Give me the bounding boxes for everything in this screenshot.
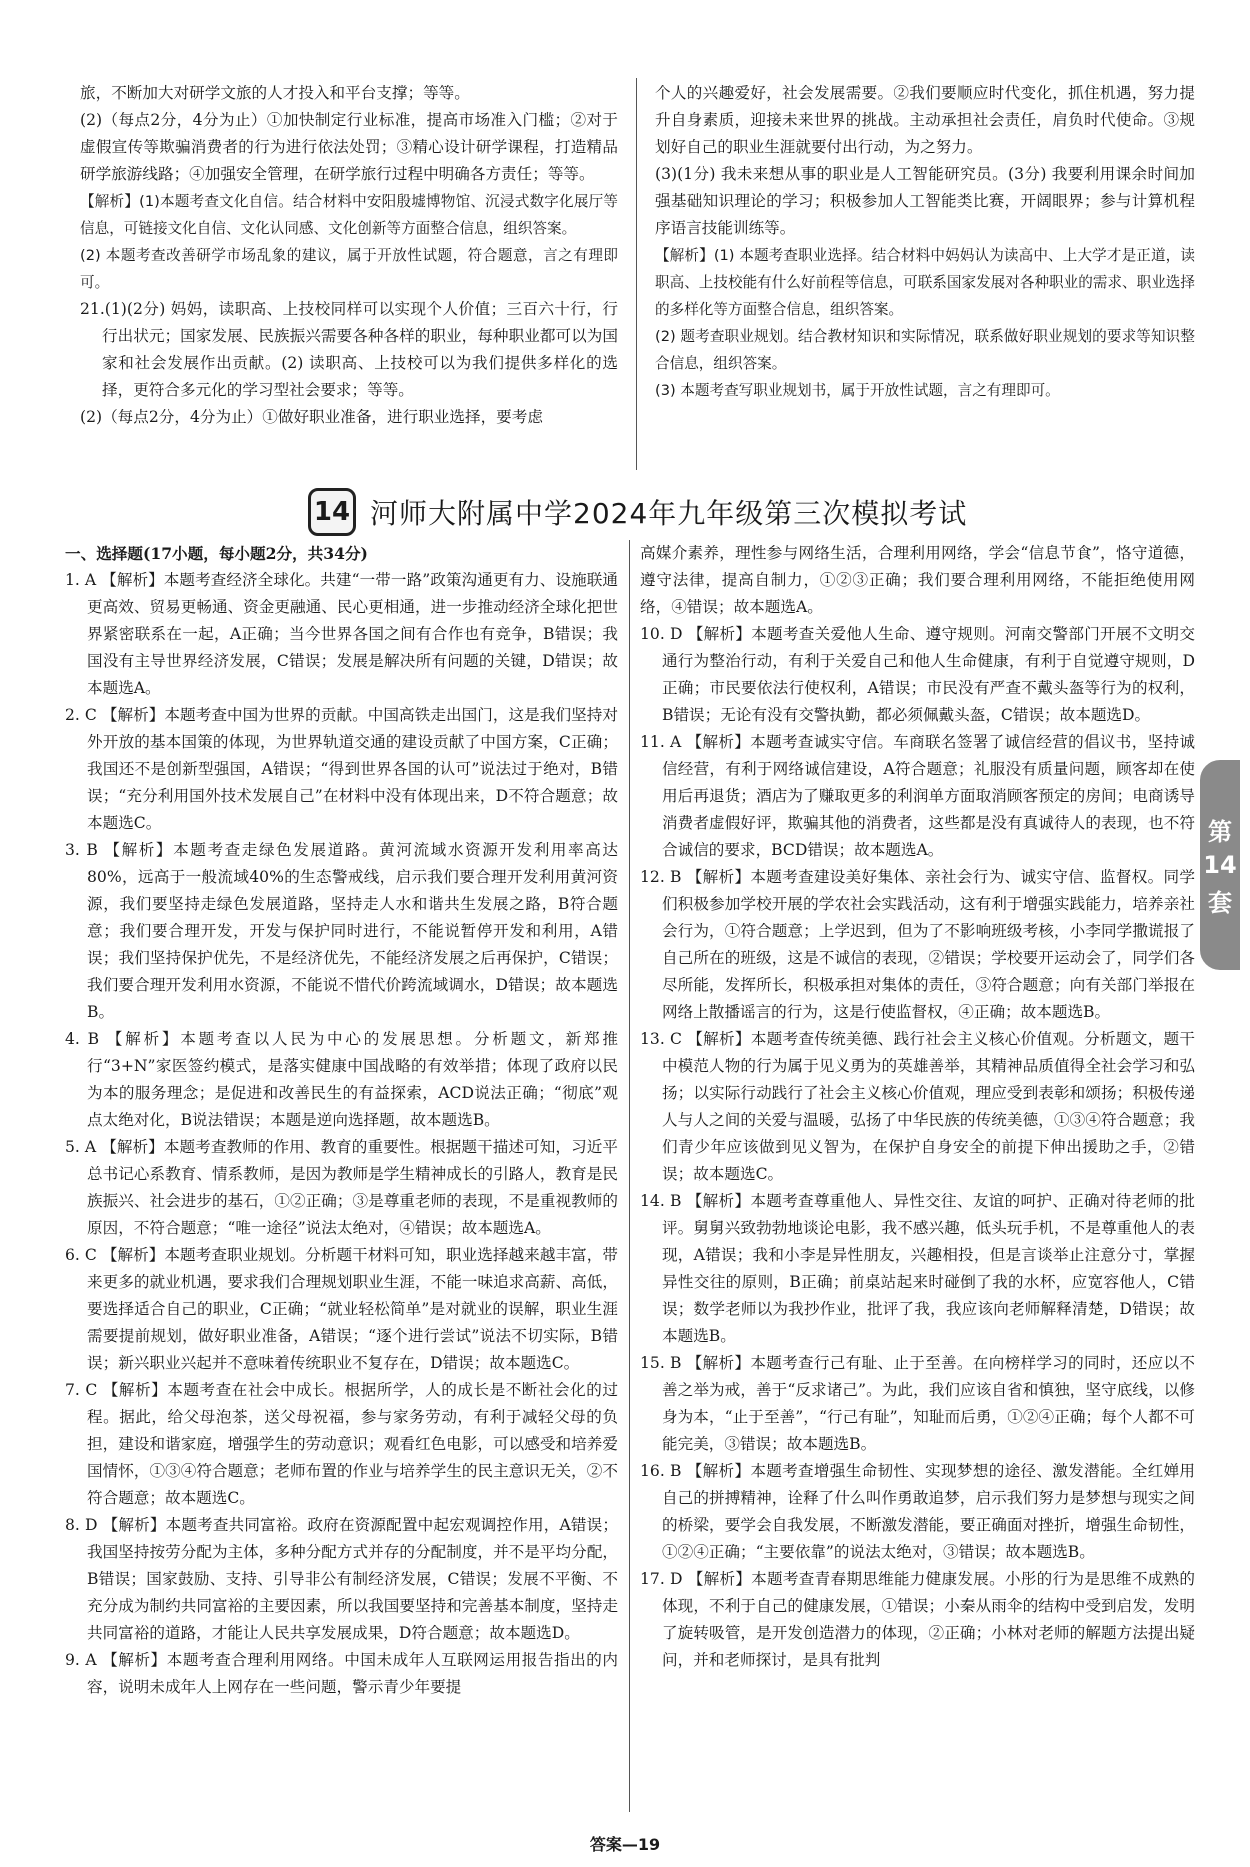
paragraph: 17. D 【解析】本题考查青春期思维能力健康发展。小彤的行为是思维不成熟的体现，不利于自己的健康发展，①错误；小秦从雨伞的结构中受到启发，发明了旋转吸管，是开发创造潜力的体现，②正确；小林对老师的解题方法提出疑问，并和老师探讨，是具有批判	[640, 1570, 1195, 1669]
top-right-column	[655, 80, 1195, 404]
set-tab	[1200, 760, 1240, 970]
paragraph: (2) 本题考查改善研学市场乱象的建议，属于开放性试题，符合题意，言之有理即可。	[80, 247, 618, 291]
paragraph: 9. A 【解析】本题考查合理利用网络。中国未成年人互联网运用报告指出的内容，说明未成年人上网存在一些问题，警示青少年要提	[65, 1651, 618, 1696]
paragraph: (2)（每点2分，4分为止）①做好职业准备，进行职业选择，要考虑	[80, 408, 543, 426]
bottom-left-column	[65, 540, 618, 1701]
paragraph: 高媒介素养，理性参与网络生活，合理利用网络，学会“信息节食”，恪守道德，遵守法律，提高自制力，①②③正确；我们要合理利用网络，不能拒绝使用网络，④错误；故本题选A。	[640, 544, 1195, 616]
paragraph: (2)（每点2分，4分为止）①加快制定行业标准，提高市场准入门槛；②对于虚假宣传等欺骗消费者的行为进行依法处罚；③精心设计研学课程，打造精品研学旅游线路；④加强安全管理，在研学旅行过程中明确各方责任；等等。	[80, 111, 618, 183]
paragraph: 13. C 【解析】本题考查传统美德、践行社会主义核心价值观。分析题文，题干中模范人物的行为属于见义勇为的英雄善举，其精神品质值得全社会学习和弘扬；以实际行动践行了社会主义核心价值观，理应受到表彰和颂扬；积极传递人与人之间的关爱与温暖，弘扬了中华民族的传统美德，①③④符合题意；我们青少年应该做到见义智为，在保护自身安全的前提下伸出援助之手，②错误；故本题选C。	[640, 1030, 1195, 1183]
page-footer: 答案—19	[589, 1835, 661, 1854]
top-left-column	[80, 80, 618, 431]
paragraph: 2. C 【解析】本题考查中国为世界的贡献。中国高铁走出国门，这是我们坚持对外开放的基本国策的体现，为世界轨道交通的建设贡献了中国方案，C正确；我国还不是创新型强国，A错误；“得到世界各国的认可”说法过于绝对，B错误；“充分利用国外技术发展自己”在材料中没有体现出来，D不符合题意；故本题选C。	[65, 706, 618, 832]
paragraph: 一、选择题(17小题，每小题2分，共34分)	[65, 544, 368, 563]
paragraph: 4. B 【解析】本题考查以人民为中心的发展思想。分析题文，新郑推行“3+N”家医签约模式，是落实健康中国战略的有效举措；体现了政府以民为本的服务理念；是促进和改善民生的有益探索，ACD说法正确；“彻底”观点太绝对化，B说法错误；本题是逆向选择题，故本题选B。	[65, 1030, 618, 1129]
paragraph: 旅，不断加大对研学文旅的人才投入和平台支撑；等等。	[80, 84, 470, 102]
set-tab-number: 14	[1203, 851, 1237, 879]
paragraph: 15. B 【解析】本题考查行己有耻、止于至善。在向榜样学习的同时，还应以不善之举为戒，善于“反求诸己”。为此，我们应该自省和慎独，坚守底线，以修身为本，“止于至善”，“行己有耻”，知耻而后勇，①②④正确；每个人都不可能完美，③错误；故本题选B。	[640, 1354, 1195, 1453]
paragraph: 1. A 【解析】本题考查经济全球化。共建“一带一路”政策沟通更有力、设施联通更高效、贸易更畅通、资金更融通、民心更相通，进一步推动经济全球化把世界紧密联系在一起，A正确；当今世界各国之间有合作也有竞争，B错误；我国没有主导世界经济发展，C错误；发展是解决所有问题的关键，D错误；故本题选A。	[65, 571, 618, 697]
paragraph: 3. B 【解析】本题考查走绿色发展道路。黄河流域水资源开发利用率高达80%，远高于一般流域40%的生态警戒线，启示我们要合理开发利用黄河资源，我们要坚持走绿色发展道路，坚持走人水和谐共生发展之路，B符合题意；我们要合理开发，开发与保护同时进行，不能说暂停开发和利用，A错误；我们坚持保护优先，不是经济优先，不能经济发展之后再保护，C错误；我们要合理开发利用水资源，不能说不惜代价跨流域调水，D错误；故本题选B。	[65, 841, 618, 1021]
paragraph: 个人的兴趣爱好，社会发展需要。②我们要顺应时代变化，抓住机遇，努力提升自身素质，迎接未来世界的挑战。主动承担社会责任，肩负时代使命。③规划好自己的职业生涯就要付出行动，为之努力。	[655, 84, 1195, 156]
paragraph: 7. C 【解析】本题考查在社会中成长。根据所学，人的成长是不断社会化的过程。据此，给父母泡茶，送父母祝福，参与家务劳动，有利于减轻父母的负担，建设和谐家庭，增强学生的劳动意识；观看红色电影，可以感受和培养爱国情怀，①③④符合题意；老师布置的作业与培养学生的民主意识无关，②不符合题意；故本题选C。	[65, 1381, 618, 1507]
bottom-right-column	[640, 540, 1195, 1674]
set-tab-line1: 第	[1208, 818, 1232, 846]
paragraph: (3)(1分) 我未来想从事的职业是人工智能研究员。(3分) 我要利用课余时间加强基础知识理论的学习；积极参加人工智能类比赛，开阔眼界；参与计算机程序语言技能训练等。	[655, 165, 1195, 237]
paragraph: 6. C 【解析】本题考查职业规划。分析题干材料可知，职业选择越来越丰富，带来更多的就业机遇，要求我们合理规划职业生涯，不能一味追求高薪、高低，要选择适合自己的职业，C正确；“就业轻松简单”是对就业的误解，职业生涯需要提前规划，做好职业准备，A错误；“逐个进行尝试”说法不切实际，B错误；新兴职业兴起并不意味着传统职业不复存在，D错误；故本题选C。	[65, 1246, 618, 1372]
paragraph: 5. A 【解析】本题考查教师的作用、教育的重要性。根据题干描述可知，习近平总书记心系教育、情系教师，是因为教师是学生精神成长的引路人，教育是民族振兴、社会进步的基石，①②正确；③是尊重老师的表现，不是重视教师的原因，不符合题意；“唯一途径”说法太绝对，④错误；故本题选A。	[65, 1138, 618, 1237]
paragraph: 【解析】(1) 本题考查职业选择。结合材料中妈妈认为读高中、上大学才是正道，读职高、上技校能有什么好前程等信息，可联系国家发展对各种职业的需求、职业选择的多样化等方面整合信息，组织答案。	[655, 247, 1195, 318]
paragraph: 21.(1)(2分) 妈妈，读职高、上技校同样可以实现个人价值；三百六十行，行行出状元；国家发展、民族振兴需要各种各样的职业，每种职业都可以为国家和社会发展作出贡献。(2) 读职高、上技校可以为我们提供多样化的选择，更符合多元化的学习型社会要求；等等。	[80, 300, 618, 399]
paragraph: 12. B 【解析】本题考查建设美好集体、亲社会行为、诚实守信、监督权。同学们积极参加学校开展的学农社会实践活动，这有利于增强实践能力，培养亲社会行为，①符合题意；上学迟到，但为了不影响班级考核，小李同学撒谎报了自己所在的班级，这是不诚信的表现，②错误；学校要开运动会了，同学们各尽所能，发挥所长，积极承担对集体的责任，③符合题意；向有关部门举报在网络上散播谣言的行为，这是行使监督权，④正确；故本题选B。	[640, 868, 1195, 1021]
column-divider-top	[636, 78, 637, 470]
paragraph: 14. B 【解析】本题考查尊重他人、异性交往、友谊的呵护、正确对待老师的批评。舅舅兴致勃勃地谈论电影，我不感兴趣，低头玩手机，不是尊重他人的表现，A错误；我和小李是异性朋友，兴趣相投，但是言谈举止注意分寸，掌握异性交往的原则，B正确；前桌站起来时碰倒了我的水杯，应宽容他人，C错误；数学老师以为我抄作业，批评了我，我应该向老师解释清楚，D错误；故本题选B。	[640, 1192, 1195, 1345]
paragraph: (2) 题考查职业规划。结合教材知识和实际情况，联系做好职业规划的要求等知识整合信息，组织答案。	[655, 328, 1195, 372]
paragraph: 16. B 【解析】本题考查增强生命韧性、实现梦想的途径、激发潜能。全红婵用自己的拼搏精神，诠释了什么叫作勇敢追梦，启示我们努力是梦想与现实之间的桥梁，要学会自我发展，不断激发潜能，要正确面对挫折，增强生命韧性，①②④正确；“主要依靠”的说法太绝对，③错误；故本题选B。	[640, 1462, 1195, 1561]
paragraph: 11. A 【解析】本题考查诚实守信。车商联名签署了诚信经营的倡议书，坚持诚信经营，有利于网络诚信建设，A符合题意；礼服没有质量问题，顾客却在使用后再退货；酒店为了赚取更多的利润单方面取消顾客预定的房间；电商诱导消费者虚假好评，欺骗其他的消费者，这些都是没有真诚待人的表现，也不符合诚信的要求，BCD错误；故本题选A。	[640, 733, 1195, 859]
paragraph: (3) 本题考查写职业规划书，属于开放性试题，言之有理即可。	[655, 382, 1060, 399]
section-title-text: 河师大附属中学2024年九年级第三次模拟考试	[370, 497, 968, 530]
paragraph: 8. D 【解析】本题考查共同富裕。政府在资源配置中起宏观调控作用，A错误；我国坚持按劳分配为主体，多种分配方式并存的分配制度，并不是平均分配，B错误；国家鼓励、支持、引导非公有制经济发展，C错误；发展不平衡、不充分成为制约共同富裕的主要因素，所以我国要坚持和完善基本制度，坚持走共同富裕的道路，才能让人民共享发展成果，D符合题意；故本题选D。	[65, 1516, 618, 1642]
paragraph: 10. D 【解析】本题考查关爱他人生命、遵守规则。河南交警部门开展不文明交通行为整治行动，有利于关爱自己和他人生命健康，有利于自觉遵守规则，D正确；市民要依法行使权利，A错误；市民没有严查不戴头盔等行为的权利，B错误；无论有没有交警执勤，都必须佩戴头盔，C错误；故本题选D。	[640, 625, 1195, 724]
section-title	[308, 488, 967, 536]
column-divider-bottom	[629, 540, 630, 1812]
set-tab-line3: 套	[1208, 889, 1232, 917]
section-number-badge: 14	[308, 488, 356, 536]
paragraph: 【解析】(1)本题考查文化自信。结合材料中安阳殷墟博物馆、沉浸式数字化展厅等信息，可链接文化自信、文化认同感、文化创新等方面整合信息，组织答案。	[80, 193, 618, 237]
